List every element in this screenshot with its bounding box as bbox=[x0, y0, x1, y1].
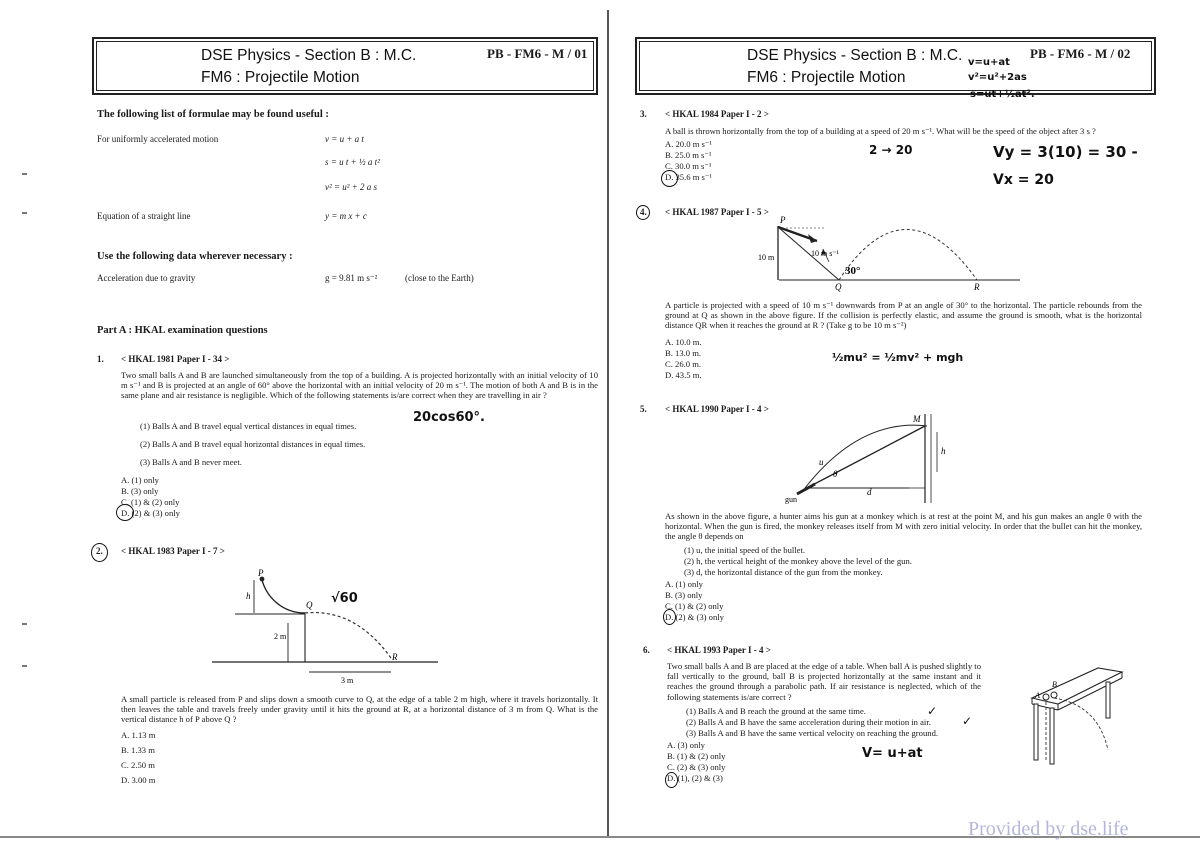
answer-option: A. (3) only bbox=[667, 740, 705, 750]
data-heading: Use the following data wherever necessary : bbox=[97, 251, 293, 262]
formulae-heading: The following list of formulae may be found useful : bbox=[97, 109, 329, 120]
answer-option: A. 1.13 m bbox=[121, 730, 156, 740]
question-number: 4. bbox=[640, 207, 647, 217]
question-text: Two small balls A and B are placed at the edge of a table. When ball A is pushed slightly to fall vertically to the ground, ball B is projected horizontally at the same instant and it reaches the ground through a parabolic path. If air resistance is neglected, which of the following statements is/are correct ? bbox=[667, 661, 981, 702]
formula-eq: s = u t + ½ a t² bbox=[325, 157, 380, 167]
rebound-figure bbox=[755, 214, 1025, 296]
answer-option: B. (3) only bbox=[665, 590, 703, 600]
right-page bbox=[610, 0, 1200, 848]
handwritten-note: Vx = 20 bbox=[993, 172, 1054, 188]
figure-label-height: 10 m bbox=[758, 253, 775, 262]
answer-option: B. 1.33 m bbox=[121, 745, 155, 755]
question-reference: < HKAL 1993 Paper I - 4 > bbox=[667, 645, 771, 655]
formula-row-label: Equation of a straight line bbox=[97, 211, 191, 221]
figure-label-d: d bbox=[867, 487, 872, 497]
figure-label-P: P bbox=[780, 215, 786, 225]
handwritten-note: 2 → 20 bbox=[869, 143, 913, 157]
question-reference: < HKAL 1990 Paper I - 4 > bbox=[665, 404, 769, 414]
answer-option: C. (1) & (2) only bbox=[121, 497, 180, 507]
check-mark-icon: ✓ bbox=[962, 714, 973, 728]
data-note: (close to the Earth) bbox=[405, 273, 474, 283]
formula-eq: v = u + a t bbox=[325, 134, 364, 144]
statement: (3) d, the horizontal distance of the gun from the monkey. bbox=[684, 567, 883, 577]
answer-option: A. 10.0 m. bbox=[665, 337, 702, 347]
data-label: Acceleration due to gravity bbox=[97, 273, 196, 283]
answer-option: A. 20.0 m s⁻¹ bbox=[665, 139, 712, 149]
question-reference: < HKAL 1984 Paper I - 2 > bbox=[665, 109, 769, 119]
answer-option: C. 30.0 m s⁻¹ bbox=[665, 161, 712, 171]
question-number: 5. bbox=[640, 404, 647, 414]
formula-row-label: For uniformly accelerated motion bbox=[97, 134, 219, 144]
header-title: DSE Physics - Section B : M.C. bbox=[201, 47, 417, 64]
figure-label-B: B bbox=[1052, 680, 1057, 689]
statement: (1) Balls A and B reach the ground at the same time. bbox=[686, 706, 866, 716]
figure-label-u: u bbox=[819, 457, 824, 467]
question-reference: < HKAL 1987 Paper I - 5 > bbox=[665, 207, 769, 217]
figure-label-h: h bbox=[246, 591, 251, 601]
answer-option: D. 3.00 m bbox=[121, 775, 156, 785]
formula-eq: v² = u² + 2 a s bbox=[325, 182, 378, 192]
figure-label-A: A bbox=[1035, 691, 1040, 700]
statement: (2) Balls A and B travel equal horizontal distances in equal times. bbox=[140, 439, 366, 449]
handwritten-angle: 30° bbox=[845, 265, 861, 277]
answer-option: C. (2) & (3) only bbox=[667, 762, 726, 772]
question-reference: < HKAL 1981 Paper I - 34 > bbox=[121, 354, 230, 364]
handwritten-note: √60 bbox=[331, 591, 358, 606]
header-subtitle: FM6 : Projectile Motion bbox=[747, 69, 906, 86]
figure-label-Q: Q bbox=[306, 600, 313, 610]
answer-option: D. 35.6 m s⁻¹ bbox=[665, 172, 712, 182]
figure-label-height: 2 m bbox=[274, 632, 287, 641]
handwritten-note: ½mu² = ½mv² + mgh bbox=[832, 351, 964, 364]
answer-option: C. 26.0 m. bbox=[665, 359, 702, 369]
figure-label-gun: gun bbox=[785, 495, 797, 504]
figure-label-speed: 10 m s⁻¹ bbox=[811, 249, 839, 258]
answer-option: A. (1) only bbox=[121, 475, 159, 485]
answer-circle-mark bbox=[661, 170, 678, 187]
answer-option: B. (3) only bbox=[121, 486, 159, 496]
handwritten-note: v=u+at bbox=[968, 57, 1010, 68]
figure-label-P: P bbox=[258, 568, 264, 578]
table-balls-figure bbox=[1010, 660, 1130, 775]
question-reference: < HKAL 1983 Paper I - 7 > bbox=[121, 546, 225, 556]
handwritten-note: 20cos60°. bbox=[413, 410, 485, 425]
answer-option: C. (1) & (2) only bbox=[665, 601, 724, 611]
statement: (3) Balls A and B have the same vertical velocity on reaching the ground. bbox=[686, 728, 939, 738]
formula-eq: y = m x + c bbox=[325, 211, 367, 221]
question-text: A particle is projected with a speed of 10 m s⁻¹ downwards from P at an angle of 30° to the horizontal. The particle rebounds from the ground at Q as shown in the above figure. If the collision is perfectly elastic, and assume the ground is smooth, what is the horizontal distance QR when it reaches the ground at R ? (Take g to be 10 m s⁻²) bbox=[665, 300, 1142, 331]
curve-table-figure bbox=[205, 568, 455, 683]
monkey-hunter-figure bbox=[785, 408, 985, 503]
handwritten-note: s=ut+½at². bbox=[970, 89, 1035, 100]
statement: (3) Balls A and B never meet. bbox=[140, 457, 242, 467]
figure-label-R: R bbox=[974, 282, 980, 292]
answer-circle-mark bbox=[665, 772, 678, 788]
header-code: PB - FM6 - M / 02 bbox=[1030, 46, 1131, 61]
answer-option: A. (1) only bbox=[665, 579, 703, 589]
answer-option: B. 13.0 m. bbox=[665, 348, 702, 358]
answer-option: D. (1), (2) & (3) bbox=[667, 773, 723, 783]
question-number: 3. bbox=[640, 109, 647, 119]
header-title: DSE Physics - Section B : M.C. bbox=[747, 47, 963, 64]
handwritten-note: V= u+at bbox=[862, 746, 923, 761]
statement: (2) h, the vertical height of the monkey above the level of the gun. bbox=[684, 556, 912, 566]
header-subtitle: FM6 : Projectile Motion bbox=[201, 69, 360, 86]
part-a-heading: Part A : HKAL examination questions bbox=[97, 325, 268, 336]
statement: (1) u, the initial speed of the bullet. bbox=[684, 545, 805, 555]
answer-option: B. (1) & (2) only bbox=[667, 751, 726, 761]
answer-circle-mark bbox=[116, 504, 134, 521]
question-text: A small particle is released from P and slips down a smooth curve to Q, at the edge of a table 2 m high, where it travels horizontally. It then leaves the table and travels freely under gravity until it hits the ground at R, at a horizontal distance of 3 m from Q. What is the vertical distance h of P above Q ? bbox=[121, 694, 598, 725]
page-header bbox=[92, 37, 598, 95]
question-number: 6. bbox=[643, 645, 650, 655]
figure-label-M: M bbox=[913, 414, 921, 424]
question-text: A ball is thrown horizontally from the top of a building at a speed of 20 m s⁻¹. What will be the speed of the object after 3 s ? bbox=[665, 126, 1096, 136]
statement: (2) Balls A and B have the same acceleration during their motion in air. bbox=[686, 717, 931, 727]
figure-label-Q: Q bbox=[835, 282, 842, 292]
statement: (1) Balls A and B travel equal vertical distances in equal times. bbox=[140, 421, 357, 431]
check-mark-icon: ✓ bbox=[927, 704, 938, 718]
header-code: PB - FM6 - M / 01 bbox=[487, 46, 588, 61]
page-header bbox=[635, 37, 1156, 95]
figure-label-R: R bbox=[392, 652, 398, 662]
data-value: g = 9.81 m s⁻² bbox=[325, 273, 378, 283]
handwritten-note: v²=u²+2as bbox=[968, 72, 1027, 83]
answer-option: B. 25.0 m s⁻¹ bbox=[665, 150, 712, 160]
answer-option: C. 2.50 m bbox=[121, 760, 155, 770]
question-text: Two small balls A and B are launched simultaneously from the top of a building. A is projected horizontally with an initial velocity of 10 m s⁻¹ and B is projected at an angle of 60° above the horizontal with an initial velocity of 20 m s⁻¹. The motion of both A and B is in the same plane and air resistance is negligible. Which of the following statements is/are correct when they are travelling in air ? bbox=[121, 370, 598, 401]
answer-option: D. (2) & (3) only bbox=[665, 612, 724, 622]
figure-label-theta: θ bbox=[833, 469, 838, 479]
question-number: 1. bbox=[97, 354, 104, 364]
question-text: As shown in the above figure, a hunter aims his gun at a monkey which is at rest at the point M, and his gun makes an angle θ with the horizontal. When the gun is fired, the monkey releases itself from M with zero initial velocity. In order that the bullet can hit the monkey, the angle θ depends on bbox=[665, 511, 1142, 542]
figure-label-h: h bbox=[941, 446, 946, 456]
watermark: Provided by dse.life bbox=[968, 818, 1129, 840]
question-number: 2. bbox=[96, 546, 103, 556]
answer-option: D. 43.5 m. bbox=[665, 370, 702, 380]
handwritten-note: Vy = 3(10) = 30 - bbox=[993, 143, 1138, 161]
answer-circle-mark bbox=[663, 609, 676, 625]
figure-label-distance: 3 m bbox=[341, 676, 354, 685]
answer-option: D. (2) & (3) only bbox=[121, 508, 180, 518]
